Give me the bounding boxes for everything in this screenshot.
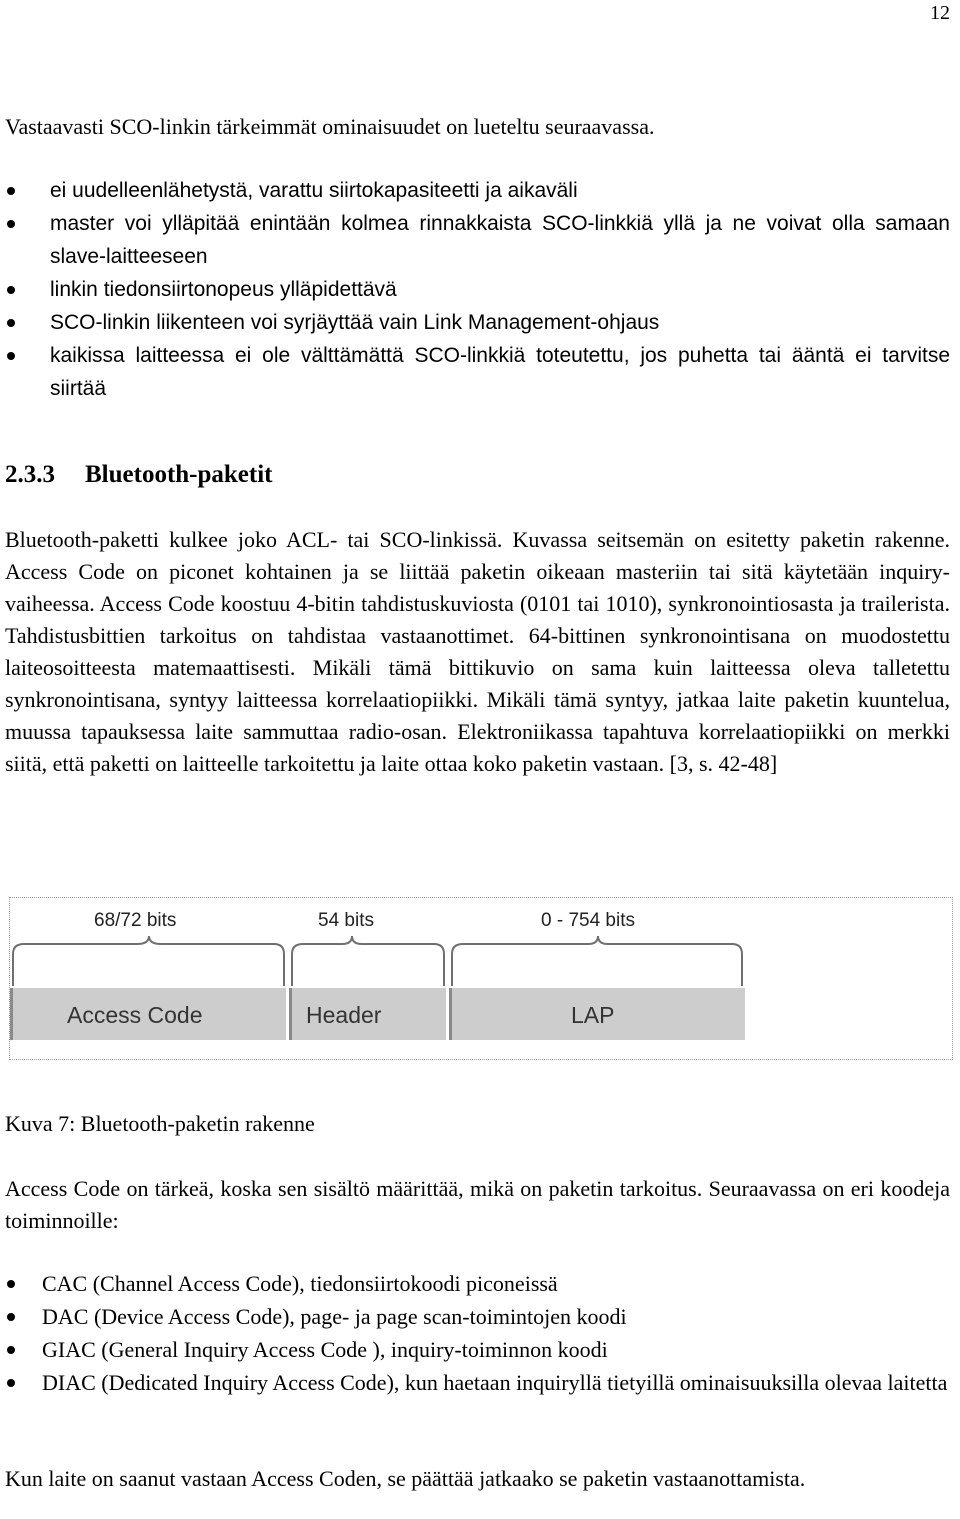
section-number: 2.3.3: [5, 461, 55, 488]
section-heading: [5, 458, 273, 492]
packet-structure-figure: [9, 897, 953, 1060]
payload-field-label: LAP: [571, 1002, 615, 1028]
list-item: SCO-linkin liikenteen voi syrjäyttää vain Link Management-ohjaus: [0, 306, 950, 339]
bracket-access-code: [13, 936, 284, 986]
list-item: DIAC (Dedicated Inquiry Access Code), kun haetaan inquiryllä tietyillä ominaisuuksilla olevaa laitetta: [0, 1366, 950, 1399]
payload-bits-label: 0 - 754 bits: [541, 910, 635, 931]
bracket-payload: [452, 936, 742, 986]
closing-paragraph: Kun laite on saanut vastaan Access Coden, se päättää jatkaako se paketin vastaanottamista.: [5, 1466, 806, 1491]
page-number: 12: [930, 2, 950, 24]
section-title: Bluetooth-paketit: [85, 461, 273, 488]
list-item: DAC (Device Access Code), page- ja page scan-toimintojen koodi: [0, 1300, 950, 1333]
body-paragraph: Bluetooth-paketti kulkee joko ACL- tai SCO-linkissä. Kuvassa seitsemän on esitetty paketin rakenne. Access Code on piconet kohtainen ja se liittää paketin oikeaan masteriin tai sitä käytetään inquiry-vaiheessa. Access Code koostuu 4-bitin tahdistuskuviosta (0101 tai 1010), synkronointiosasta ja trailerista. Tahdistusbittien tarkoitus on tahdistaa vastaanottimet. 64-bittinen synkronointisana on muodostettu laiteosoitteesta matemaattisesti. Mikäli tämä bittikuvio on sama kuin laitteessa oleva talletettu synkronointisana, syntyy laitteessa korrelaatiopiikki. Mikäli tämä syntyy, jatkaa laite paketin kuuntelua, muussa tapauksessa laite sammuttaa radio-osan. Elektroniikassa tapahtuva korrelaatiopiikki on merkki siitä, että paketti on laitteelle tarkoitettu ja laite ottaa koko paketin vastaan. [3, s. 42-48]: [5, 527, 950, 776]
list-item: kaikissa laitteessa ei ole välttämättä SCO-linkkiä toteutettu, jos puhetta tai ääntä ei tarvitse siirtää: [0, 339, 950, 405]
access-code-field-label: Access Code: [67, 1002, 203, 1028]
header-field-label: Header: [306, 1002, 382, 1028]
list-item: linkin tiedonsiirtonopeus ylläpidettävä: [0, 273, 950, 306]
access-code-paragraph: Access Code on tärkeä, koska sen sisältö määrittää, mikä on paketin tarkoitus. Seuraavassa on eri koodeja toiminnoille:: [5, 1176, 950, 1233]
bracket-header: [292, 936, 444, 986]
figure-caption: Kuva 7: Bluetooth-paketin rakenne: [5, 1111, 315, 1136]
list-item: master voi ylläpitää enintään kolmea rinnakkaista SCO-linkkiä yllä ja ne voivat olla samaan slave-laitteeseen: [0, 207, 950, 273]
list-item: GIAC (General Inquiry Access Code ), inquiry-toiminnon koodi: [0, 1333, 950, 1366]
list-item: CAC (Channel Access Code), tiedonsiirtokoodi piconeissä: [0, 1267, 950, 1300]
access-code-bits-label: 68/72 bits: [94, 910, 177, 931]
list-item: ei uudelleenlähetystä, varattu siirtokapasiteetti ja aikaväli: [0, 174, 950, 207]
sco-features-list: [0, 174, 950, 405]
access-code-types-list: [0, 1267, 950, 1399]
intro-paragraph: Vastaavasti SCO-linkin tärkeimmät ominaisuudet on lueteltu seuraavassa.: [5, 114, 655, 139]
header-bits-label: 54 bits: [318, 910, 374, 931]
